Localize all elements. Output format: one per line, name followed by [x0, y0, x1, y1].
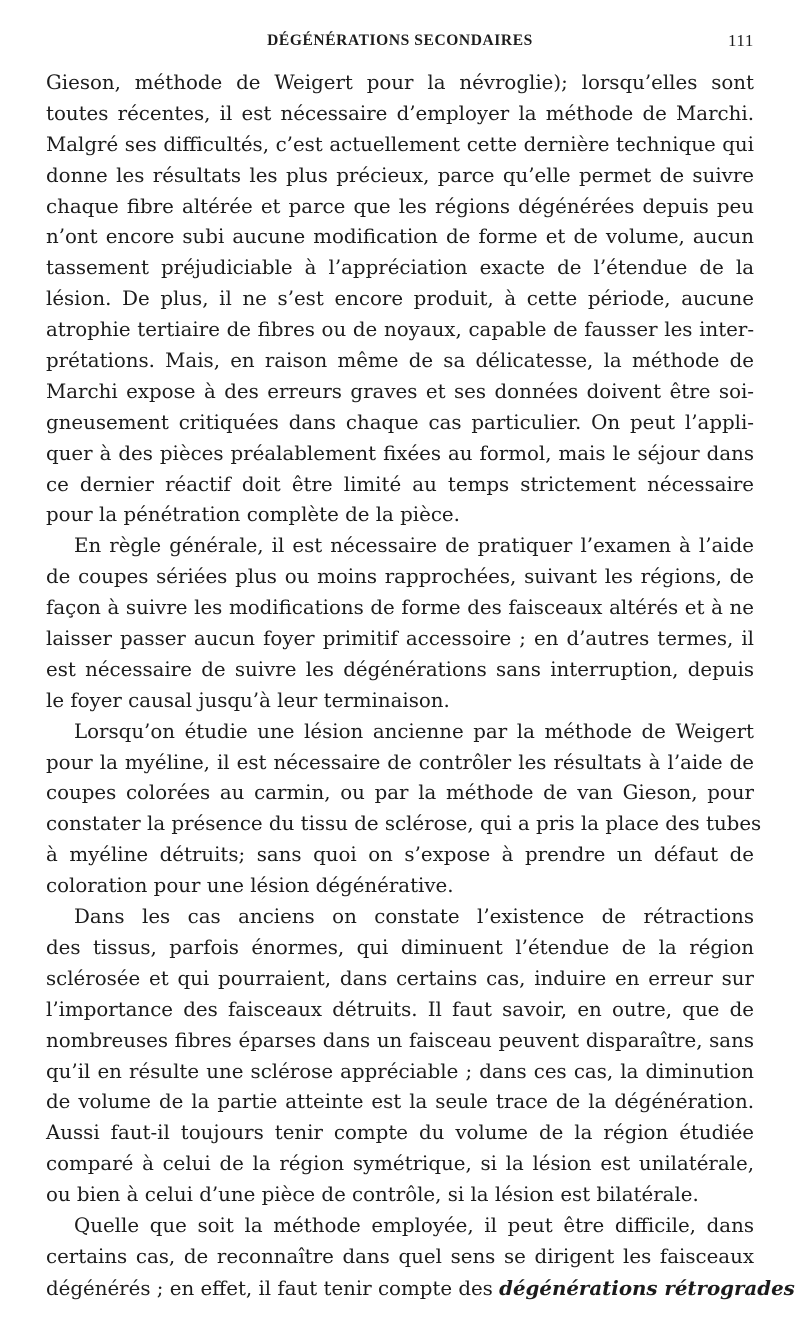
text-line: est nécessaire de suivre les dégénérations sans interruption, depuis	[46, 657, 754, 681]
text-line	[46, 1273, 795, 1304]
text-line: coloration pour une lésion dégénérative.	[46, 874, 454, 898]
text-line: de coupes sériées plus ou moins rapprochées, suivant les régions, de	[46, 565, 754, 589]
text-line: prétations. Mais, en raison même de sa délicatesse, la méthode de	[46, 349, 754, 373]
running-title: DÉGÉNÉRATIONS SECONDAIRES	[267, 32, 533, 49]
text-line: Aussi faut-il toujours tenir compte du volume de la région étudiée	[46, 1121, 754, 1145]
book-page	[46, 28, 795, 1308]
text-line: gneusement critiquées dans chaque cas particulier. On peut l’appli-	[46, 410, 754, 434]
text-run: dégénérés ; en effet, il faut tenir compte des	[46, 1276, 500, 1300]
text-line: atrophie tertiaire de fibres ou de noyaux, capable de fausser les inter-	[46, 318, 754, 342]
page-number: 111	[727, 31, 754, 50]
text-line: Marchi expose à des erreurs graves et ses données doivent être soi-	[46, 379, 754, 403]
text-line: lésion. De plus, il ne s’est encore produit, à cette période, aucune	[46, 287, 754, 311]
paragraph	[46, 717, 762, 902]
text-line: nombreuses fibres éparses dans un faisceau peuvent disparaître, sans	[46, 1028, 754, 1052]
text-line: le foyer causal jusqu’à leur terminaison.	[46, 688, 450, 712]
text-line: à myéline détruits; sans quoi on s’expose à prendre un défaut de	[46, 843, 754, 867]
text-line: façon à suivre les modifications de forme des faisceaux altérés et à ne	[46, 596, 754, 620]
running-head	[46, 28, 754, 62]
text-line: Gieson, méthode de Weigert pour la névroglie); lorsqu’elles sont	[46, 71, 754, 94]
paragraph	[46, 1211, 795, 1304]
text-line: Lorsqu’on étudie une lésion ancienne par la méthode de Weigert	[74, 719, 754, 743]
text-line: Dans les cas anciens on constate l’existence de rétractions	[74, 905, 754, 929]
text-line: coupes colorées au carmin, ou par la méthode de van Gieson, pour	[46, 781, 754, 805]
text-line: chaque fibre altérée et parce que les régions dégénérées depuis peu	[46, 194, 754, 218]
emphasis-run: dégénérations rétrogrades	[499, 1275, 795, 1300]
text-line: Malgré ses difficultés, c’est actuellement cette dernière technique qui	[46, 132, 754, 156]
body-text	[46, 68, 795, 1304]
text-line: pour la pénétration complète de la pièce.	[46, 503, 460, 527]
paragraph	[46, 68, 754, 531]
text-line: pour la myéline, il est nécessaire de contrôler les résultats à l’aide de	[46, 750, 754, 774]
text-line: laisser passer aucun foyer primitif accessoire ; en d’autres termes, il	[46, 627, 754, 651]
text-line: ou bien à celui d’une pièce de contrôle, si la lésion est bilatérale.	[46, 1183, 699, 1207]
paragraph	[46, 531, 754, 716]
text-line: donne les résultats les plus précieux, parce qu’elle permet de suivre	[46, 163, 754, 187]
text-line: toutes récentes, il est nécessaire d’employer la méthode de Marchi.	[46, 101, 754, 125]
text-line: des tissus, parfois énormes, qui diminuent l’étendue de la région	[46, 935, 754, 959]
text-line: sclérosée et qui pourraient, dans certains cas, induire en erreur sur	[46, 966, 754, 990]
text-line: Quelle que soit la méthode employée, il peut être difficile, dans	[74, 1213, 754, 1237]
text-line: En règle générale, il est nécessaire de pratiquer l’examen à l’aide	[74, 534, 754, 558]
text-line: constater la présence du tissu de sclérose, qui a pris la place des tubes	[46, 812, 762, 836]
text-line: quer à des pièces préalablement fixées au formol, mais le séjour dans	[46, 441, 754, 465]
paragraph	[46, 902, 754, 1211]
text-line: qu’il en résulte une sclérose appréciable ; dans ces cas, la diminution	[46, 1059, 754, 1083]
text-line: tassement préjudiciable à l’appréciation exacte de l’étendue de la	[46, 256, 754, 280]
text-line: ce dernier réactif doit être limité au temps strictement nécessaire	[46, 472, 754, 496]
text-line: l’importance des faisceaux détruits. Il faut savoir, en outre, que de	[46, 997, 754, 1021]
text-line: de volume de la partie atteinte est la seule trace de la dégénération.	[46, 1090, 754, 1114]
text-line: certains cas, de reconnaître dans quel sens se dirigent les faisceaux	[46, 1244, 754, 1268]
text-line: comparé à celui de la région symétrique, si la lésion est unilatérale,	[46, 1152, 754, 1176]
text-line: n’ont encore subi aucune modification de forme et de volume, aucun	[46, 225, 754, 249]
